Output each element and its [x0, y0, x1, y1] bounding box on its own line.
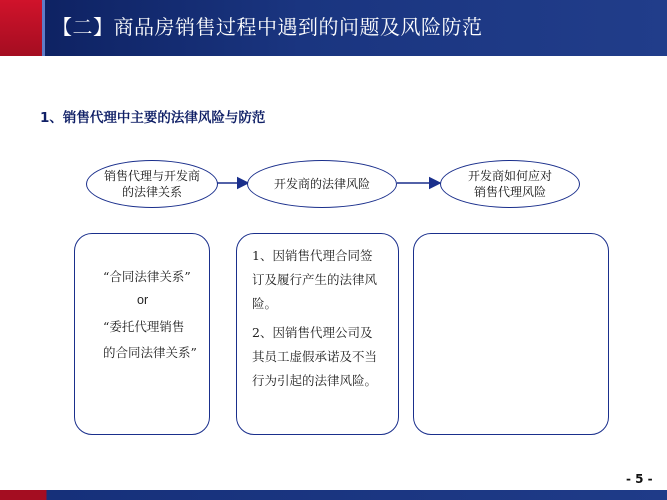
page-number: - 5 -: [626, 472, 653, 486]
flow-step-1-line2: 的法律关系: [121, 185, 182, 199]
slide-title: 【二】商品房销售过程中遇到的问题及风险防范: [52, 15, 483, 39]
footer-bar: [0, 490, 667, 500]
box2-line: 1、因销售代理合同签: [252, 248, 373, 263]
box2-line: 2、因销售代理公司及: [252, 325, 373, 340]
box1-line3: “委托代理销售: [103, 319, 185, 334]
section-title: 1、销售代理中主要的法律风险与防范: [40, 110, 266, 126]
box-developer-response: [413, 233, 609, 435]
flow-step-3-line2: 销售代理风险: [473, 185, 546, 199]
flow-step-2-label: 开发商的法律风险: [273, 177, 370, 191]
flow-step-legal-relationship: [86, 160, 218, 208]
box2-line: 险。: [252, 296, 278, 311]
box1-line1: “合同法律关系”: [103, 269, 191, 284]
box2-line: 订及履行产生的法律风: [252, 272, 378, 287]
flow-step-3-line1: 开发商如何应对: [467, 169, 552, 183]
flow-step-developer-risk: [247, 160, 397, 208]
box1-line2: or: [137, 293, 149, 307]
box2-line: 行为引起的法律风险。: [252, 373, 378, 388]
flow-step-1-line1: 销售代理与开发商: [103, 169, 200, 183]
box1-line4: 的合同法律关系”: [103, 345, 197, 360]
box2-line: 其员工虚假承诺及不当: [252, 349, 378, 364]
flow-step-developer-response: [440, 160, 580, 208]
